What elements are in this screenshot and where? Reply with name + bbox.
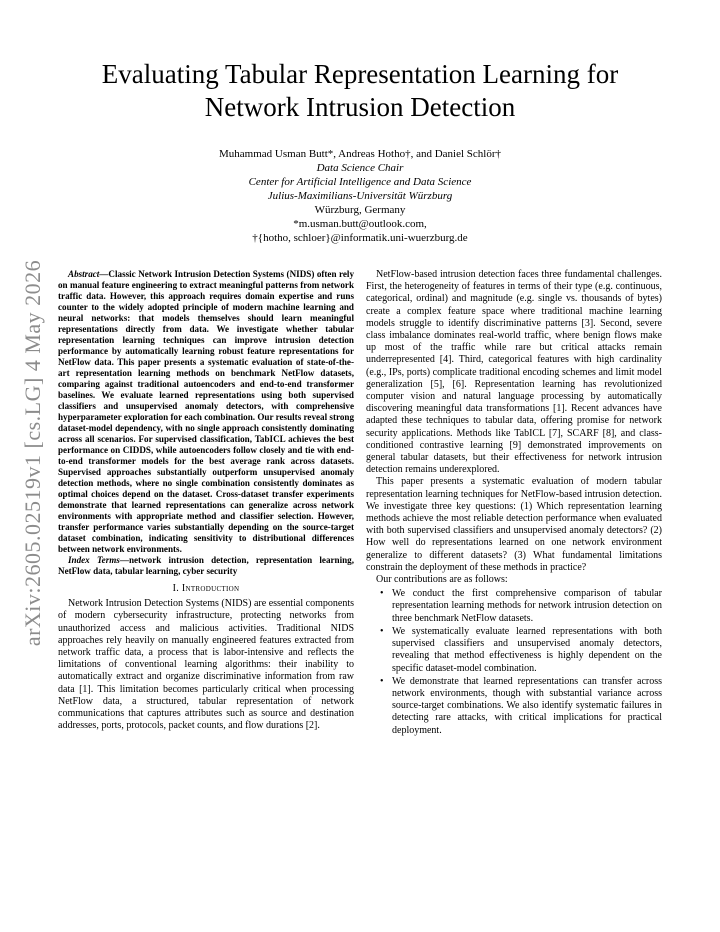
contributions-list [366,588,662,736]
title-line-2: Network Intrusion Detection [204,92,516,122]
challenges-paragraph: NetFlow-based intrusion detection faces three fundamental challenges. First, the heterogeneity of features in terms of their type (e.g. continuous, categorical, ordinal) and magnitude (e.g. single vs. thousands of bytes) create a complex feature space where traditional machine learning models struggle to identify discriminative patterns [3]. Second, severe class imbalance dominates real-world traffic, where benign flows make up most of the traffic while rare but critical attacks remain underrepresented [4]. Third, categorical features with high cardinality (e.g., IPs, ports) complicate traditional encoding schemes and limit model generalization [5], [6]. Representation learning has revolutionized computer vision and natural language processing by automatically discovering meaningful data transformations [1]. Recent advances have adapted these techniques to tabular data, offering promise for network security applications. Methods like TabICL [7], SCARF [8], and class-conditioned contrastive learning [9] demonstrated improvements on general tabular datasets, but their effectiveness for network intrusion detection remains underexplored. [366,269,662,476]
contribution-text: We systematically evaluate learned representations with both supervised classifiers and unsupervised anomaly detectors, revealing that method effectiveness is highly dependent on the specific dataset-model combination. [392,625,662,674]
arxiv-identifier: arXiv:2605.02519v1 [cs.LG] 4 May 2026 [20,259,45,647]
right-column [366,269,662,738]
abstract [58,269,354,555]
author-block [60,147,660,245]
index-terms-label: Index Terms— [68,555,129,565]
abstract-label: Abstract— [68,269,109,279]
abstract-text: Classic Network Intrusion Detection Systems (NIDS) often rely on manual feature engineering to extract meaningful patterns from network traffic data. However, this approach requires domain expertise and runs counter to the widely adopted principle of modern machine learning and neural networks: that models themselves should learn meaningful representations directly from data. We investigate whether tabular representation learning techniques can improve intrusion detection performance by automatically learning robust feature representations for NetFlow data. This paper presents a systematic evaluation of state-of-the-art representation learning methods on benchmark NetFlow datasets, comparing against traditional autoencoders and end-to-end transformer baselines. We evaluate learned representations using both supervised classifiers and unsupervised anomaly detectors, with comprehensive hyperparameter exploration for each combination. Our results reveal strong dataset-model dependency, with no single approach consistently dominating across all scenarios. For supervised classification, TabICL achieves the best performance on CIDDS, while autoencoders follow closely and tie with end-to-end transformer models for the best average rank across datasets. Supervised approaches substantially outperform unsupervised anomaly detection methods, where no single combination consistently dominates as optimal choices depend on the dataset. Cross-dataset transfer experiments demonstrate that learned representations can generalize across network environments with appropriate method and classifier selection. However, transfer performance varies substantially depending on the source-target dataset combination, indicating sensitivity to distributional differences between network environments. [58,269,354,554]
list-item [380,626,662,675]
author-location: Würzburg, Germany [314,204,406,216]
affiliation-university: Julius-Maximilians-Universität Würzburg [267,190,453,202]
author-names: Muhammad Usman Butt*, Andreas Hotho†, and Daniel Schlör† [219,148,501,160]
affiliation-chair: Data Science Chair [316,162,404,174]
contributions-intro: Our contributions are as follows: [376,574,508,586]
bullet-icon: • [380,625,384,637]
author-email-1: *m.usman.butt@outlook.com, [293,218,427,230]
index-terms-text: network intrusion detection, representation learning, NetFlow data, tabular learning, cyber security [58,555,354,576]
research-questions-paragraph: This paper presents a systematic evaluation of modern tabular representation learning techniques for NetFlow-based intrusion detection. We investigate three key questions: (1) Which representation learning methods achieve the most reliable detection performance when evaluated with both supervised classifiers and unsupervised anomaly detectors? (2) How well do representations learned on one network environment generalize to different datasets? (3) What fundamental limitations constrain the deployment of these methods in practice? [366,476,662,573]
author-email-2: †{hotho, schloer}@informatik.uni-wuerzburg.de [252,232,468,244]
title-line-1: Evaluating Tabular Representation Learning for [101,59,619,89]
paper-title [60,58,660,124]
bullet-icon: • [380,675,384,687]
list-item [380,588,662,625]
bullet-icon: • [380,588,384,600]
section-heading-introduction: I. Introduction [172,583,240,594]
intro-paragraph: Network Intrusion Detection Systems (NIDS) are essential components of modern cybersecurity infrastructure, protecting networks from unauthorized access and malicious activities. Traditional NIDS approaches rely heavily on manually engineered features extracted from network traffic data, a process that is labor-intensive and reflects the limitations of conventional learning algorithms: their inability to automatically extract and organize discriminative information from raw data [1]. This limitation becomes particularly critical when processing NetFlow data, a structured, tabular representation of network communications that captures attributes such as source and destination addresses, ports, protocols, packet counts, and flow durations [2]. [58,598,354,732]
left-column [58,269,354,732]
index-terms [58,555,354,577]
affiliation-center: Center for Artificial Intelligence and Data Science [248,176,472,188]
arxiv-sidebar [16,259,50,647]
contribution-text: We conduct the first comprehensive comparison of tabular representation learning methods for network intrusion detection on three benchmark NetFlow datasets. [392,588,662,624]
contribution-text: We demonstrate that learned representations can transfer across network environments, though with substantial variance across source-target combinations. We also identify systematic failures in detecting rare attacks, with critical implications for practical deployment. [392,675,662,736]
list-item [380,676,662,737]
